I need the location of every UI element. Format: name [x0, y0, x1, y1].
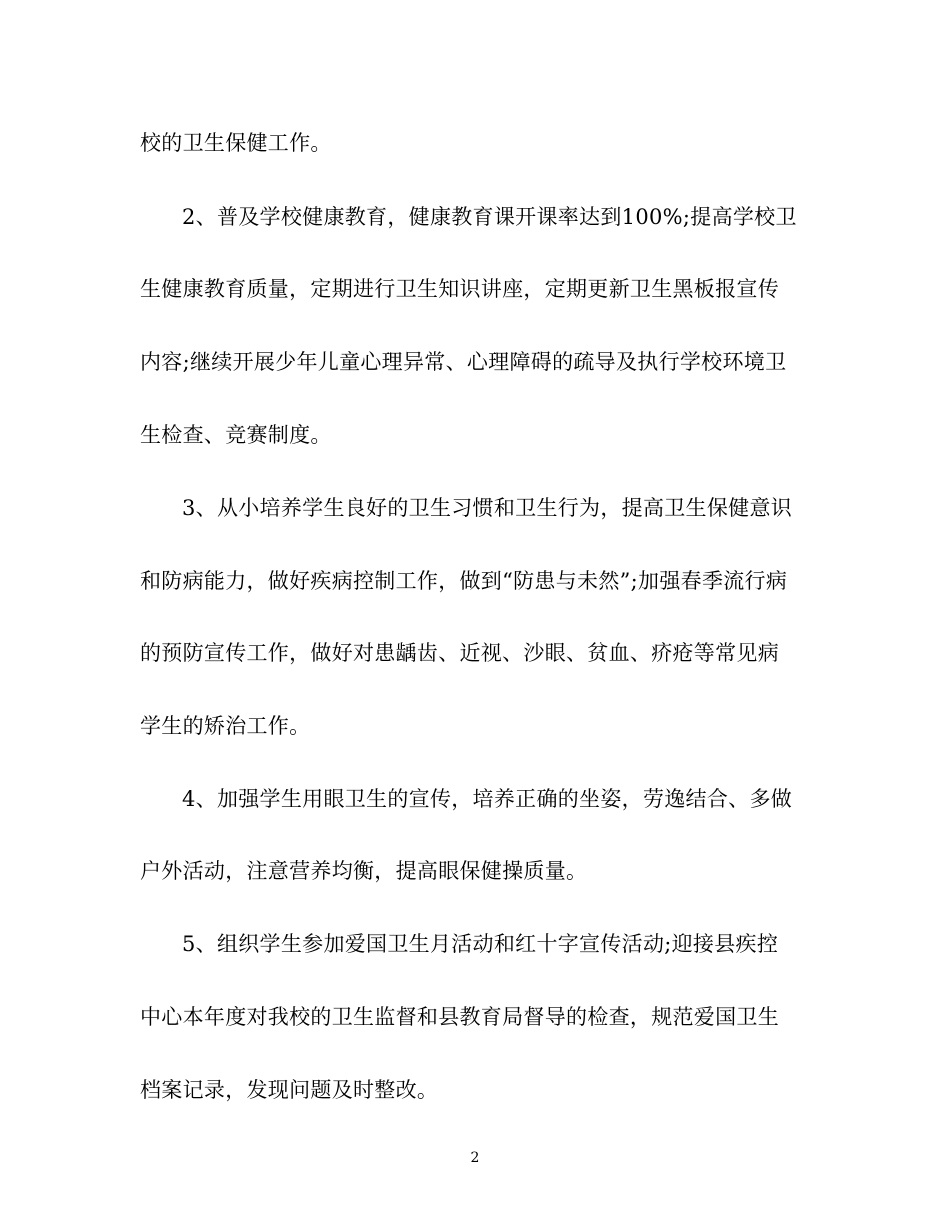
text-line: 校的卫生保健工作。	[140, 131, 332, 155]
text-line: 生健康教育质量，定期进行卫生知识讲座，定期更新卫生黑板报宣传	[140, 277, 779, 301]
text-line: 和防病能力，做好疾病控制工作，做到“防患与未然”;加强春季流行病	[140, 569, 788, 593]
paragraph-4-line-1: 4、加强学生用眼卫生的宣传，培养正确的坐姿，劳逸结合、多做	[182, 787, 793, 811]
paragraph-5-line-1: 5、组织学生参加爱国卫生月活动和红十字宣传活动;迎接县疾控	[182, 932, 779, 956]
paragraph-3-line-1: 3、从小培养学生良好的卫生习惯和卫生行为，提高卫生保健意识	[182, 496, 793, 520]
text-line: 学生的矫治工作。	[140, 714, 311, 738]
text-line: 生检查、竞赛制度。	[140, 423, 332, 447]
text-line: 户外活动，注意营养均衡，提高眼保健操质量。	[140, 859, 588, 883]
text-line: 的预防宣传工作，做好对患龋齿、近视、沙眼、贫血、疥疮等常见病	[140, 641, 779, 665]
text-line: 中心本年度对我校的卫生监督和县教育局督导的检查，规范爱国卫生	[140, 1005, 779, 1029]
text-line: 内容;继续开展少年儿童心理异常、心理障碍的疏导及执行学校环境卫	[140, 350, 787, 374]
page-number: 2	[470, 1150, 480, 1166]
paragraph-2-line-1: 2、普及学校健康教育，健康教育课开课率达到100%;提高学校卫	[182, 205, 797, 229]
text-line: 档案记录，发现问题及时整改。	[140, 1078, 439, 1102]
